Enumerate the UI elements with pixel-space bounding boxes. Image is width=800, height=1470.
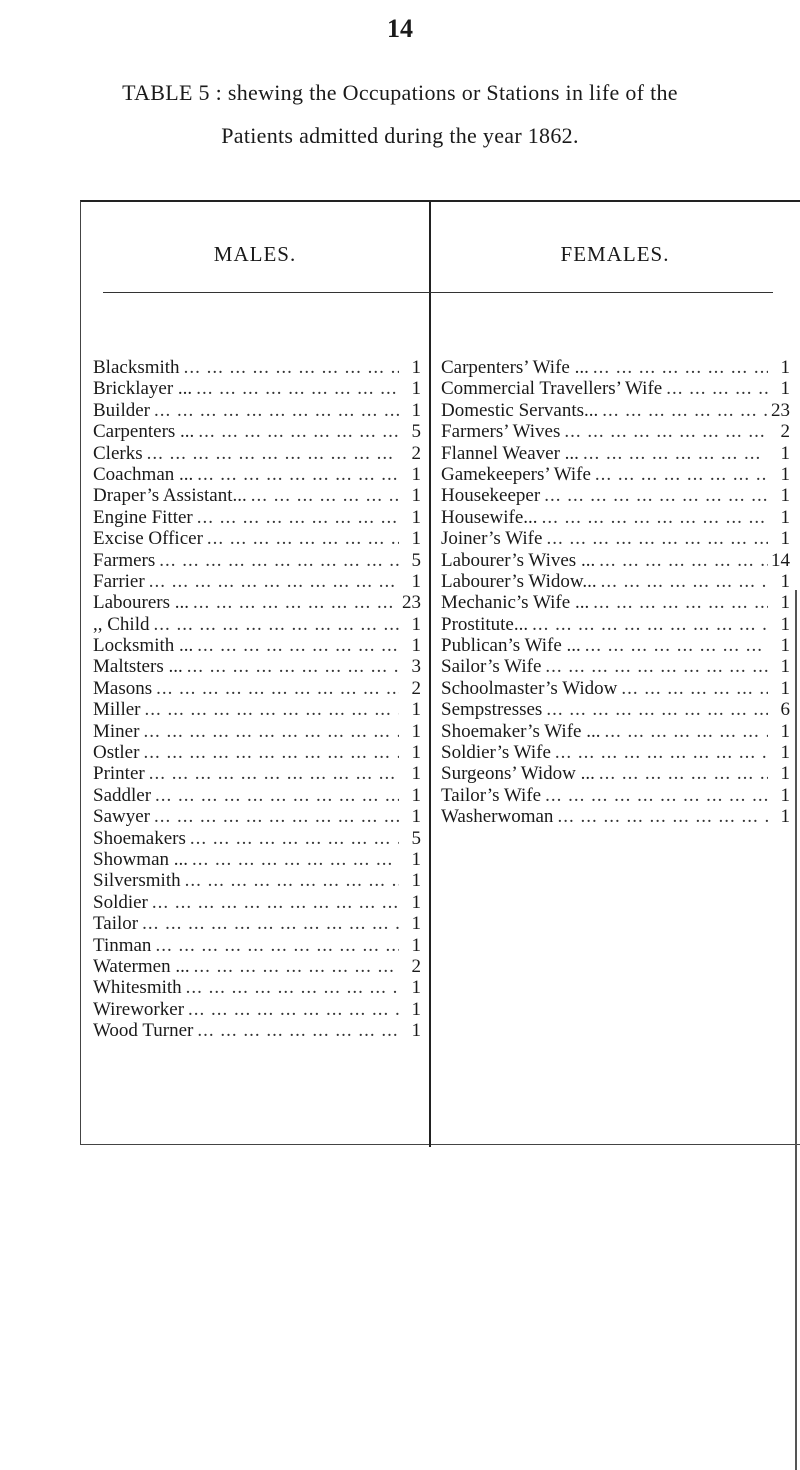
occupation-count: 1: [411, 378, 421, 400]
occupation-count: 5: [411, 827, 421, 849]
occupation-name: Domestic Servants...: [441, 399, 599, 421]
males-list: [93, 357, 425, 1042]
leader-dots: [542, 528, 768, 549]
occupation-count: 1: [780, 677, 790, 699]
occupation-name: Sempstresses: [441, 699, 543, 721]
occupation-count: 1: [780, 720, 790, 742]
occupation-count: 1: [411, 763, 421, 785]
leader-dots: [541, 785, 768, 806]
occupation-name: Gamekeepers’ Wife: [441, 463, 591, 485]
male-occupation-row: [93, 656, 425, 677]
occupation-name: Soldier: [93, 891, 148, 913]
leader-dots: [581, 635, 768, 656]
table-title-line-1: TABLE 5 : shewing the Occupations or Stations in life of the: [122, 80, 678, 105]
female-occupation-row: [441, 656, 796, 677]
occupation-name: Tinman: [93, 934, 152, 956]
female-occupation-row: [441, 528, 796, 549]
leader-dots: [139, 742, 399, 763]
male-occupation-row: [93, 849, 425, 870]
occupation-count: 1: [780, 806, 790, 828]
leader-dots: [589, 357, 768, 378]
occupation-count: 1: [411, 934, 421, 956]
occupation-count: 1: [411, 848, 421, 870]
occupation-name: Carpenters’ Wife ...: [441, 357, 589, 378]
male-occupation-row: [93, 742, 425, 763]
occupation-name: Surgeons’ Widow ...: [441, 763, 595, 785]
female-occupation-row: [441, 571, 796, 592]
occupation-count: 1: [411, 699, 421, 721]
leader-dots: [188, 849, 399, 870]
leader-dots: [551, 742, 768, 763]
female-occupation-row: [441, 357, 796, 378]
leader-dots: [553, 806, 768, 827]
male-occupation-row: [93, 592, 425, 613]
male-occupation-row: [93, 956, 425, 977]
occupation-count: 1: [780, 463, 790, 485]
occupation-count: 23: [402, 592, 421, 614]
occupation-count: 2: [411, 677, 421, 699]
male-occupation-row: [93, 913, 425, 934]
occupation-count: 1: [411, 506, 421, 528]
occupation-count: 1: [780, 742, 790, 764]
leader-dots: [540, 485, 768, 506]
occupation-count: 1: [780, 613, 790, 635]
occupation-count: 1: [411, 891, 421, 913]
leader-dots: [145, 571, 399, 592]
female-occupation-row: [441, 678, 796, 699]
female-occupation-row: [441, 400, 796, 421]
occupation-name: Sailor’s Wife: [441, 656, 542, 678]
leader-dots: [247, 485, 399, 506]
occupation-name: Silversmith: [93, 870, 181, 892]
occupation-count: 1: [411, 357, 421, 378]
leader-dots: [528, 614, 768, 635]
occupation-count: 1: [411, 463, 421, 485]
occupation-count: 1: [411, 998, 421, 1020]
male-occupation-row: [93, 378, 425, 399]
occupation-name: Schoolmaster’s Widow: [441, 677, 618, 699]
occupation-count: 1: [411, 784, 421, 806]
occupation-count: 1: [780, 763, 790, 785]
male-occupation-row: [93, 806, 425, 827]
occupation-count: 1: [780, 442, 790, 464]
male-occupation-row: [93, 357, 425, 378]
leader-dots: [542, 699, 768, 720]
occupation-name: Excise Officer: [93, 528, 203, 550]
male-occupation-row: [93, 614, 425, 635]
females-list: [441, 357, 796, 828]
males-heading: MALES.: [213, 242, 297, 266]
female-occupation-row: [441, 785, 796, 806]
occupation-name: Tailor’s Wife: [441, 784, 542, 806]
occupation-name: Miner: [93, 720, 140, 742]
occupation-name: Sawyer: [93, 806, 150, 828]
occupation-name: Washerwoman: [441, 806, 554, 828]
occupation-count: 1: [411, 720, 421, 742]
occupation-name: Showman ...: [93, 848, 188, 870]
male-occupation-row: [93, 400, 425, 421]
occupation-count: 1: [780, 656, 790, 678]
female-occupation-row: [441, 699, 796, 720]
occupation-name: Locksmith ...: [93, 635, 194, 657]
occupation-name: Farmers: [93, 549, 156, 571]
occupation-name: Wireworker: [93, 998, 185, 1020]
occupation-name: Housewife...: [441, 506, 538, 528]
leader-dots: [139, 721, 399, 742]
male-occupation-row: [93, 507, 425, 528]
occupation-name: Coachman ...: [93, 463, 194, 485]
occupation-name: Clerks: [93, 442, 143, 464]
occupation-name: Labourer’s Widow...: [441, 570, 597, 592]
occupation-count: 14: [771, 549, 790, 571]
female-occupation-row: [441, 421, 796, 442]
leader-dots: [186, 828, 399, 849]
table-title-line-2: Patients admitted during the year 1862.: [221, 123, 579, 148]
occupation-name: Masons: [93, 677, 153, 699]
female-occupation-row: [441, 592, 796, 613]
occupation-name: Printer: [93, 763, 145, 785]
leader-dots: [617, 678, 768, 699]
leader-dots: [151, 785, 399, 806]
occupation-count: 1: [780, 357, 790, 378]
occupation-name: Shoemakers: [93, 827, 186, 849]
female-occupation-row: [441, 443, 796, 464]
leader-dots: [155, 550, 399, 571]
occupation-count: 2: [411, 955, 421, 977]
male-occupation-row: [93, 977, 425, 998]
occupation-name: Draper’s Assistant...: [93, 485, 247, 507]
occupation-count: 2: [411, 442, 421, 464]
male-occupation-row: [93, 635, 425, 656]
leader-dots: [541, 656, 768, 677]
occupation-name: Commercial Travellers’ Wife: [441, 378, 663, 400]
leader-dots: [181, 870, 399, 891]
occupation-name: Maltsters ...: [93, 656, 183, 678]
male-occupation-row: [93, 699, 425, 720]
occupation-name: Engine Fitter: [93, 506, 193, 528]
male-occupation-row: [93, 999, 425, 1020]
male-occupation-row: [93, 464, 425, 485]
occupation-name: Flannel Weaver ...: [441, 442, 579, 464]
occupation-name: Whitesmith: [93, 977, 182, 999]
occupation-name: Carpenters ...: [93, 421, 195, 443]
occupation-count: 1: [411, 613, 421, 635]
male-occupation-row: [93, 721, 425, 742]
leader-dots: [597, 571, 768, 592]
occupation-count: 1: [411, 977, 421, 999]
leader-dots: [182, 977, 399, 998]
header-rule: [103, 292, 773, 293]
occupation-name: Publican’s Wife ...: [441, 635, 581, 657]
page-number: 14: [387, 14, 413, 43]
leader-dots: [148, 892, 399, 913]
occupation-count: 1: [780, 485, 790, 507]
occupation-name: Mechanic’s Wife ...: [441, 592, 590, 614]
occupations-table: [80, 200, 800, 1145]
occupation-name: Shoemaker’s Wife ...: [441, 720, 601, 742]
occupation-name: Bricklayer ...: [93, 378, 193, 400]
leader-dots: [150, 806, 399, 827]
occupation-count: 1: [411, 635, 421, 657]
occupation-count: 23: [771, 399, 790, 421]
leader-dots: [150, 400, 399, 421]
female-occupation-row: [441, 378, 796, 399]
occupation-name: Blacksmith: [93, 357, 180, 378]
leader-dots: [189, 592, 399, 613]
leader-dots: [183, 656, 399, 677]
male-occupation-row: [93, 571, 425, 592]
male-occupation-row: [93, 892, 425, 913]
occupation-name: Prostitute...: [441, 613, 529, 635]
leader-dots: [595, 550, 768, 571]
leader-dots: [194, 421, 399, 442]
female-occupation-row: [441, 464, 796, 485]
leader-dots: [589, 592, 768, 613]
occupation-count: 1: [780, 506, 790, 528]
occupation-count: 1: [411, 1020, 421, 1042]
occupation-count: 1: [411, 742, 421, 764]
male-occupation-row: [93, 785, 425, 806]
leader-dots: [145, 763, 399, 784]
leader-dots: [193, 507, 399, 528]
occupation-name: Farmers’ Wives: [441, 421, 561, 443]
leader-dots: [143, 443, 399, 464]
occupation-name: Wood Turner: [93, 1020, 194, 1042]
occupation-count: 1: [780, 635, 790, 657]
occupation-count: 1: [411, 485, 421, 507]
leader-dots: [598, 400, 768, 421]
occupation-count: 1: [780, 570, 790, 592]
occupation-name: Ostler: [93, 742, 140, 764]
occupation-count: 1: [780, 784, 790, 806]
occupation-name: Tailor: [93, 913, 139, 935]
leader-dots: [193, 635, 399, 656]
female-occupation-row: [441, 635, 796, 656]
male-occupation-row: [93, 763, 425, 784]
leader-dots: [151, 935, 399, 956]
male-occupation-row: [93, 485, 425, 506]
column-divider: [429, 202, 431, 1147]
occupation-name: Housekeeper: [441, 485, 541, 507]
female-occupation-row: [441, 763, 796, 784]
occupation-count: 1: [780, 592, 790, 614]
leader-dots: [138, 913, 399, 934]
leader-dots: [149, 614, 399, 635]
leader-dots: [192, 378, 399, 399]
occupation-name: Watermen ...: [93, 955, 190, 977]
page-edge-rule: [795, 590, 797, 1470]
females-heading: FEMALES.: [560, 242, 670, 266]
leader-dots: [595, 763, 768, 784]
leader-dots: [579, 443, 768, 464]
occupation-count: 1: [411, 528, 421, 550]
leader-dots: [203, 528, 399, 549]
leader-dots: [538, 507, 768, 528]
occupation-count: 1: [411, 870, 421, 892]
female-occupation-row: [441, 721, 796, 742]
female-occupation-row: [441, 742, 796, 763]
leader-dots: [560, 421, 768, 442]
occupation-count: 5: [411, 421, 421, 443]
occupation-name: Builder: [93, 399, 150, 421]
female-occupation-row: [441, 614, 796, 635]
occupation-name: Labourer’s Wives ...: [441, 549, 596, 571]
occupation-name: Farrier: [93, 570, 145, 592]
male-occupation-row: [93, 1020, 425, 1041]
female-occupation-row: [441, 550, 796, 571]
male-occupation-row: [93, 935, 425, 956]
leader-dots: [152, 678, 399, 699]
leader-dots: [180, 357, 399, 378]
occupation-count: 5: [411, 549, 421, 571]
leader-dots: [600, 721, 768, 742]
female-occupation-row: [441, 806, 796, 827]
occupation-name: Saddler: [93, 784, 152, 806]
occupation-count: 2: [780, 421, 790, 443]
male-occupation-row: [93, 828, 425, 849]
male-occupation-row: [93, 678, 425, 699]
leader-dots: [141, 699, 400, 720]
occupation-name: Joiner’s Wife: [441, 528, 543, 550]
male-occupation-row: [93, 870, 425, 891]
leader-dots: [662, 378, 768, 399]
occupation-count: 1: [780, 528, 790, 550]
occupation-name: Soldier’s Wife: [441, 742, 551, 764]
male-occupation-row: [93, 421, 425, 442]
occupation-name: Labourers ...: [93, 592, 190, 614]
occupation-count: 6: [780, 699, 790, 721]
occupation-count: 1: [411, 806, 421, 828]
occupation-count: 3: [411, 656, 421, 678]
female-occupation-row: [441, 507, 796, 528]
occupation-count: 1: [411, 913, 421, 935]
male-occupation-row: [93, 550, 425, 571]
male-occupation-row: [93, 443, 425, 464]
leader-dots: [193, 464, 399, 485]
occupation-name: ,, Child: [93, 613, 150, 635]
male-occupation-row: [93, 528, 425, 549]
occupation-count: 1: [780, 378, 790, 400]
female-occupation-row: [441, 485, 796, 506]
occupation-count: 1: [411, 399, 421, 421]
leader-dots: [193, 1020, 399, 1041]
occupation-name: Miller: [93, 699, 141, 721]
occupation-count: 1: [411, 570, 421, 592]
leader-dots: [184, 999, 399, 1020]
leader-dots: [190, 956, 399, 977]
leader-dots: [591, 464, 768, 485]
